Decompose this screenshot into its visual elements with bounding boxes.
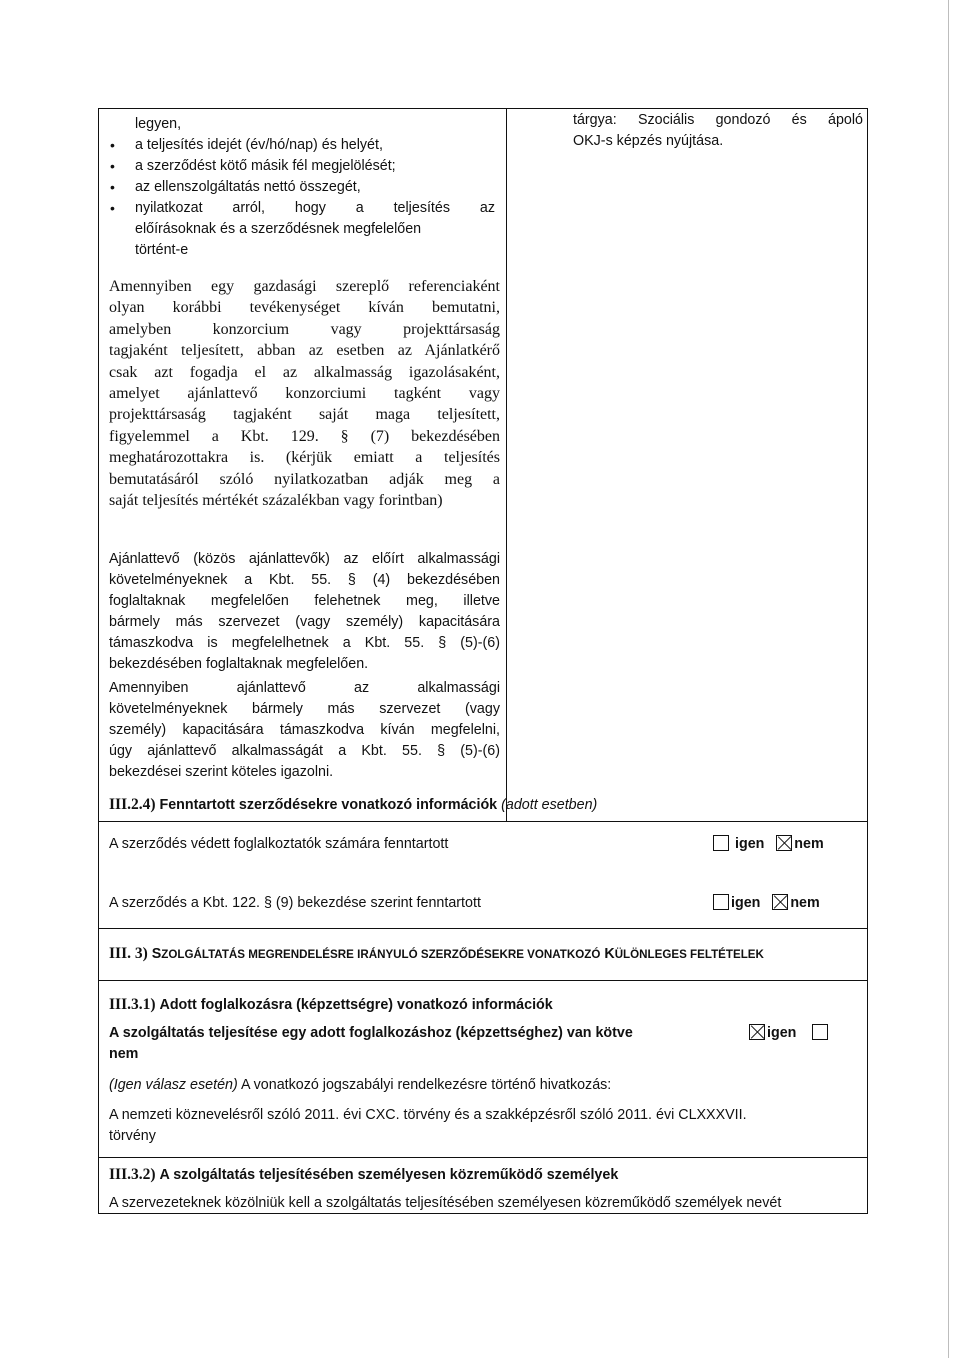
text-line: követelményeknek bármely más szervezet (vagy [109, 701, 500, 717]
nem-checkbox[interactable] [776, 835, 792, 851]
row-divider [98, 980, 868, 981]
section-number: III. 3) [109, 945, 148, 962]
igen-label: igen [731, 895, 761, 911]
text-line: csak azt fogadja el az alkalmasság igazolásaként, [109, 363, 500, 381]
law-citation [109, 1105, 869, 1147]
list-intro: legyen, [135, 116, 182, 132]
row-divider [98, 928, 868, 929]
section-title-part: ÜLÖNLEGES FELTÉTELEK [614, 948, 764, 961]
yes-no-choice [749, 1023, 830, 1044]
text-line: úgy ajánlattevő alkalmasságát a Kbt. 55. § (5)-(6) [109, 743, 500, 759]
section-heading-2-4 [109, 795, 859, 815]
section-title: Fenntartott szerződésekre vonatkozó információk [159, 797, 498, 813]
section-heading-3-2 [109, 1165, 859, 1185]
text-line: olyan korábbi tevékenységet kíván bemutatni, [109, 299, 500, 317]
list-item-continuation: történt-e [135, 242, 189, 258]
law-line: törvény [109, 1128, 156, 1144]
text-line: figyelemmel a Kbt. 129. § (7) bekezdésében [109, 427, 500, 445]
igen-label: igen [767, 1025, 797, 1041]
section-title: Adott foglalkozásra (képzettségre) vonatkozó információk [159, 997, 553, 1013]
reference-text: A vonatkozó jogszabályi rendelkezésre történő hivatkozás: [240, 1077, 612, 1093]
section-title-note: (adott esetben) [501, 797, 598, 813]
text-line: amelyben konzorcium vagy projekttársaság [109, 320, 500, 338]
reserved-row-label: A szerződés a Kbt. 122. § (9) bekezdése szerint fenntartott [109, 895, 481, 911]
legal-reference-line [109, 1075, 859, 1096]
section-title-initial: K [604, 946, 615, 962]
text-line: Ajánlattevő (közös ajánlattevők) az előírt alkalmassági [109, 551, 500, 567]
row-divider [98, 821, 868, 822]
igen-label: igen [734, 836, 765, 852]
text-line: amelyet ajánlattevő konzorciumi tagként vagy [109, 385, 500, 403]
section-title-part: ZOLGÁLTATÁS MEGRENDELÉSRE IRÁNYULÓ SZERZŐDÉSEKRE VONATKOZÓ [161, 948, 601, 961]
reference-condition: (Igen válasz esetén) [109, 1077, 238, 1093]
question-text: A szolgáltatás teljesítése egy adott foglalkozáshoz (képzettséghez) van kötve [109, 1025, 633, 1041]
text-line: projekttársaság tagjaként saját maga teljesített, [109, 406, 500, 424]
law-line: A nemzeti köznevelésről szóló 2011. évi CXC. törvény és a szakképzésről szóló 2011. évi CLXXXVII. [109, 1107, 747, 1123]
subject-line: OKJ-s képzés nyújtása. [573, 133, 724, 149]
text-line: bemutatásáról szóló nyilatkozatban adják meg a [109, 470, 500, 488]
igen-checkbox[interactable] [713, 835, 729, 851]
capacity-paragraph [109, 549, 500, 675]
nem-checkbox[interactable] [812, 1024, 828, 1040]
text-line: saját teljesítés mértékét százalékban vagy forintban) [109, 492, 443, 510]
list-item: • a teljesítés idejét (év/hó/nap) és helyét, [135, 135, 495, 156]
list-item: • a szerződést kötő másik fél megjelölését; [135, 156, 495, 177]
column-divider [506, 108, 507, 821]
personnel-text-line: A szervezeteknek közölniük kell a szolgáltatás teljesítésében személyesen közreműködő személyek nevét [109, 1195, 782, 1211]
section-number: III.2.4) [109, 796, 156, 813]
section-number: III.3.2) [109, 1166, 156, 1183]
text-line: személy) kapacitására támaszkodva kíván megfelelni, [109, 722, 500, 738]
proof-paragraph [109, 678, 500, 783]
text-line: támaszkodva is megfelelhetnek a Kbt. 55. § (5)-(6) [109, 635, 500, 651]
text-line: meghatározottakra is. (kérjük emiatt a teljesítés [109, 449, 500, 467]
list-item: • nyilatkozat arról, hogy a teljesítés az [135, 198, 495, 219]
reserved-row-2 [109, 893, 859, 914]
text-line: bekezdései szerint köteles igazolni. [109, 764, 334, 780]
left-top-cell [135, 114, 495, 261]
text-line: bármely más szervezet (vagy személy) kapacitására [109, 614, 500, 630]
personnel-text [109, 1193, 869, 1214]
nem-checkbox[interactable] [772, 894, 788, 910]
reserved-row-1 [109, 834, 859, 855]
reference-paragraph [109, 276, 500, 511]
list-item: • az ellenszolgáltatás nettó összegét, [135, 177, 495, 198]
yes-no-choice [713, 893, 820, 914]
nem-label: nem [109, 1046, 139, 1062]
section-title: A szolgáltatás teljesítésében személyesen közreműködő személyek [159, 1167, 619, 1183]
subject-line: tárgya: Szociális gondozó és ápoló [573, 112, 863, 128]
qualification-question [109, 1023, 859, 1065]
text-line: Amennyiben egy gazdasági szereplő referenciaként [109, 278, 500, 295]
igen-checkbox[interactable] [749, 1024, 765, 1040]
row-divider [98, 1157, 868, 1158]
right-top-cell [573, 110, 863, 152]
section-heading-3 [109, 944, 869, 965]
igen-checkbox[interactable] [713, 894, 729, 910]
text-line: tagjaként teljesített, abban az esetben az Ajánlatkérő [109, 342, 500, 360]
nem-label: nem [790, 895, 820, 911]
yes-no-choice [713, 834, 824, 855]
reserved-row-label: A szerződés védett foglalkoztatók számára fenntartott [109, 836, 449, 852]
text-line: Amennyiben ajánlattevő az alkalmassági [109, 680, 500, 696]
list-item-continuation: előírásoknak és a szerződésnek megfelelően [135, 221, 422, 237]
text-line: követelményeknek a Kbt. 55. § (4) bekezdésében [109, 572, 500, 588]
nem-label: nem [794, 836, 824, 852]
section-number: III.3.1) [109, 996, 156, 1013]
scan-edge-line [948, 0, 949, 1358]
requirements-list [135, 135, 495, 261]
text-line: foglaltaknak megfelelően felehetnek meg, illetve [109, 593, 500, 609]
text-line: bekezdésében foglaltaknak megfelelően. [109, 656, 369, 672]
section-heading-3-1 [109, 995, 859, 1015]
section-title-initial: S [151, 946, 162, 962]
